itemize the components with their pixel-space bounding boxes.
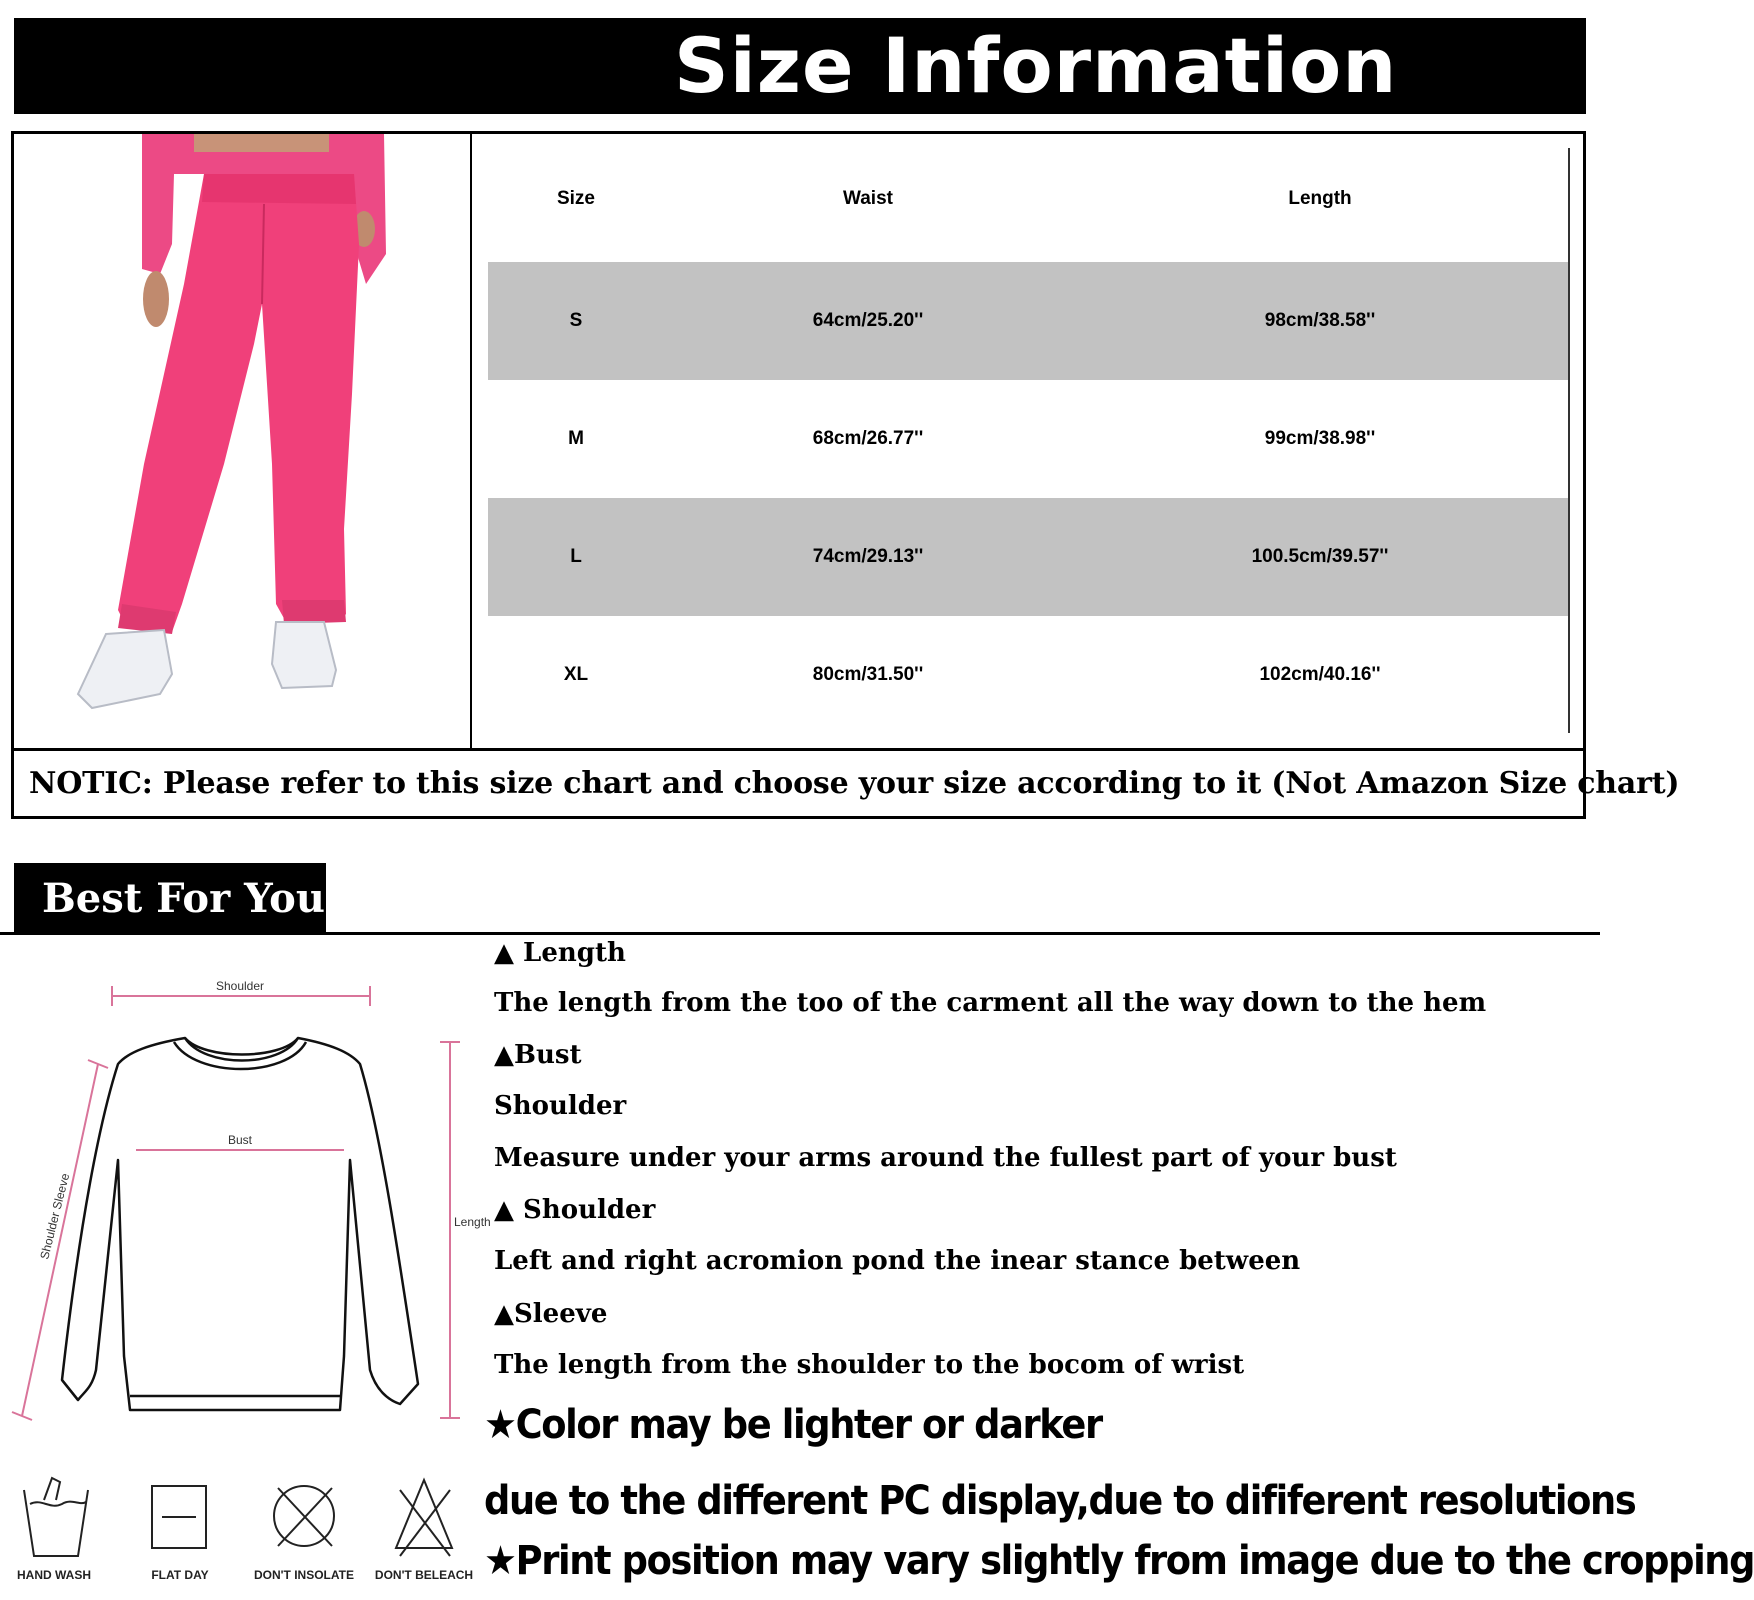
note-print: ★Print position may vary slightly from image due to the cropping bbox=[484, 1538, 1754, 1584]
table-row bbox=[488, 380, 1570, 498]
diagram-label-shoulder: Shoulder bbox=[215, 979, 265, 993]
title-banner bbox=[14, 18, 1586, 114]
size-cell: S bbox=[569, 310, 583, 331]
measure-text-bust: Measure under your arms around the fullest part of your bust bbox=[494, 1143, 1397, 1173]
best-for-you-tab bbox=[14, 863, 326, 935]
length-cell: 100.5cm/39.57'' bbox=[1251, 546, 1389, 567]
section-title: Best For You bbox=[42, 875, 325, 922]
care-label-hand-wash: HAND WASH bbox=[17, 1568, 91, 1582]
care-label-flat-dry: FLAT DAY bbox=[151, 1568, 209, 1582]
note-display: due to the different PC display,due to dififerent resolutions bbox=[484, 1478, 1636, 1524]
table-row bbox=[488, 498, 1570, 616]
measure-title-length: ▲ Length bbox=[494, 938, 626, 968]
size-cell: XL bbox=[563, 664, 589, 685]
diagram-label-bust: Bust bbox=[227, 1133, 253, 1147]
length-cell: 99cm/38.98'' bbox=[1264, 428, 1376, 449]
diagram-label-length: Length bbox=[454, 1215, 491, 1229]
care-label-dont-insolate: DON'T INSOLATE bbox=[254, 1568, 354, 1582]
column-header-waist: Waist bbox=[843, 188, 893, 209]
column-header-size: Size bbox=[556, 188, 596, 209]
product-photo bbox=[14, 134, 472, 748]
section-divider bbox=[0, 932, 1600, 935]
table-row bbox=[488, 616, 1570, 734]
measure-title-shoulder: ▲ Shoulder bbox=[494, 1195, 656, 1225]
column-header-length: Length bbox=[1288, 188, 1352, 209]
size-cell: M bbox=[568, 428, 584, 449]
sweatshirt-measurement-diagram bbox=[0, 960, 491, 1440]
waist-cell: 80cm/31.50'' bbox=[812, 664, 924, 685]
measure-title-sleeve: ▲Sleeve bbox=[494, 1299, 608, 1329]
size-table bbox=[474, 134, 1582, 748]
table-row bbox=[488, 262, 1570, 380]
measure-sub-bust: Shoulder bbox=[494, 1091, 627, 1121]
table-divider bbox=[1568, 148, 1570, 733]
dont-bleach-icon bbox=[396, 1480, 452, 1548]
note-color: ★Color may be lighter or darker bbox=[484, 1402, 1102, 1448]
measure-text-sleeve: The length from the shoulder to the bocom of wrist bbox=[494, 1350, 1245, 1380]
diagram-label-sleeve: Shoulder Sleeve bbox=[37, 1171, 73, 1261]
care-icons bbox=[14, 1470, 474, 1570]
length-cell: 98cm/38.58'' bbox=[1264, 310, 1376, 331]
measure-text-length: The length from the too of the carment all the way down to the hem bbox=[494, 988, 1487, 1018]
length-cell: 102cm/40.16'' bbox=[1259, 664, 1381, 685]
waist-cell: 64cm/25.20'' bbox=[812, 310, 924, 331]
page-title: Size Information bbox=[674, 21, 1398, 110]
waist-cell: 68cm/26.77'' bbox=[812, 428, 924, 449]
notice-bar bbox=[11, 748, 1680, 819]
notice-text: NOTIC: Please refer to this size chart and choose your size according to it (Not Amazon Size chart) bbox=[29, 766, 1680, 801]
measure-text-shoulder: Left and right acromion pond the inear stance between bbox=[494, 1246, 1301, 1276]
measure-title-bust: ▲Bust bbox=[494, 1040, 582, 1070]
pink-sweatpants-illustration bbox=[14, 134, 472, 748]
size-cell: L bbox=[570, 546, 582, 567]
waist-cell: 74cm/29.13'' bbox=[812, 546, 924, 567]
care-label-dont-bleach: DON'T BELEACH bbox=[374, 1568, 474, 1582]
